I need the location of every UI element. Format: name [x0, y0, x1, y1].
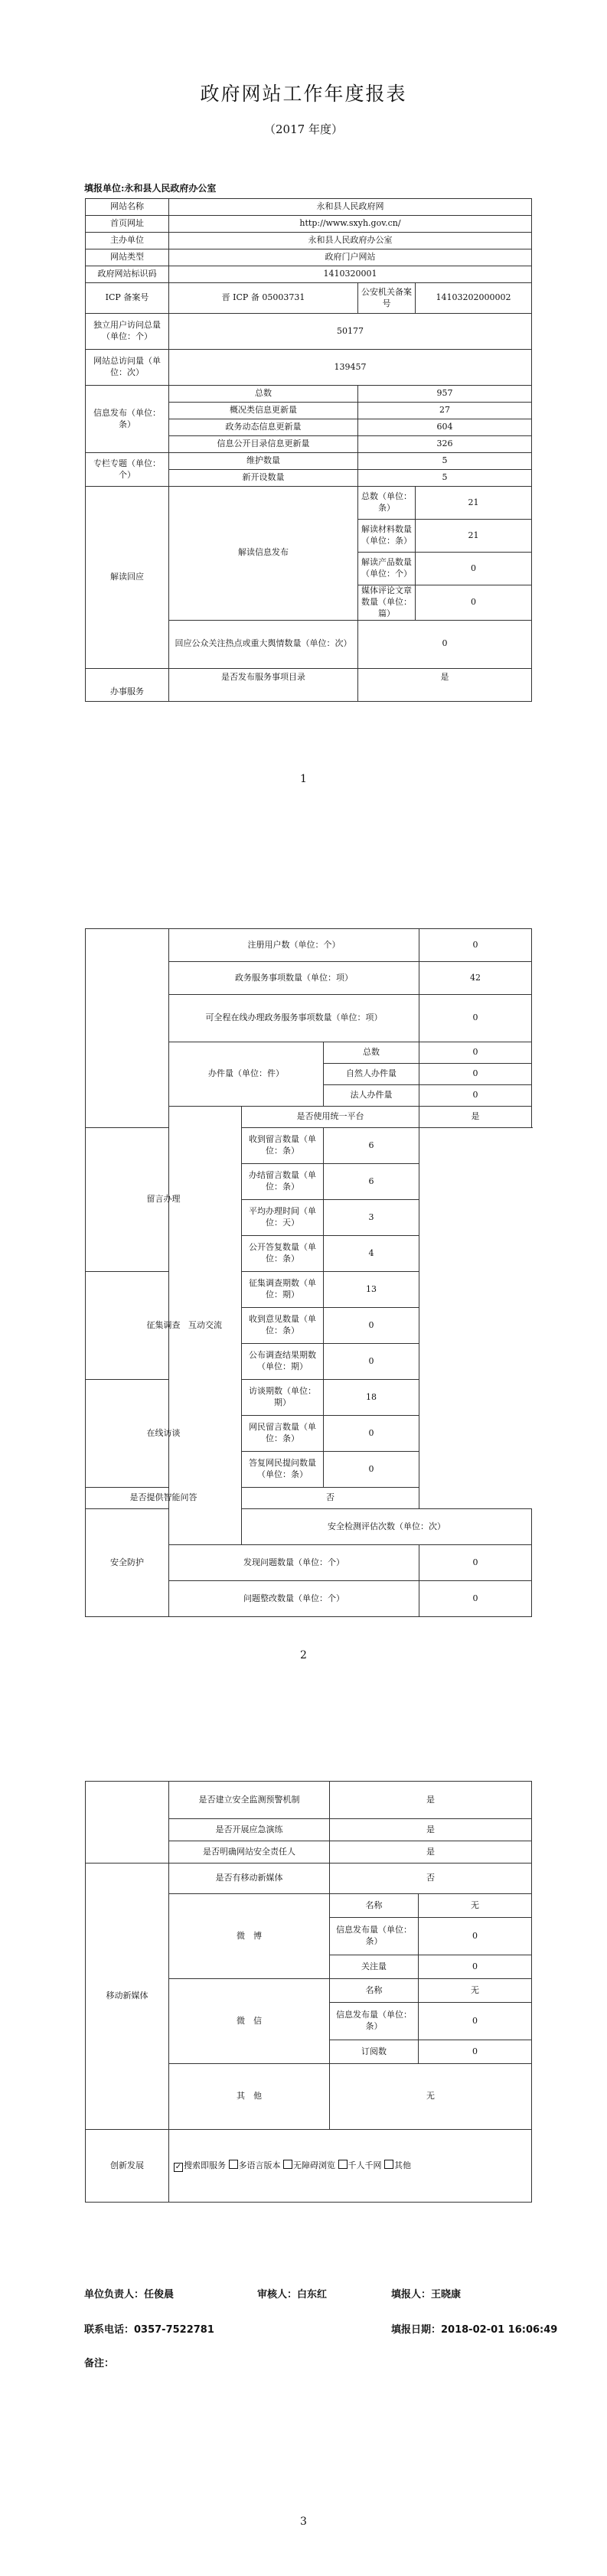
handle-row-value: 0	[419, 1064, 532, 1085]
site-name-label: 网站名称	[86, 199, 169, 216]
interp-row-label: 解读材料数量（单位：条）	[358, 520, 416, 553]
site-type-value: 政府门户网站	[169, 249, 532, 266]
home-url-label: 首页网址	[86, 216, 169, 233]
items-label: 政务服务事项数量（单位：项）	[169, 962, 419, 995]
column-row-value: 5	[358, 470, 532, 487]
info-row-label: 政务动态信息更新量	[169, 419, 358, 436]
weibo-row-value: 0	[419, 1955, 532, 1979]
security-label: 安全防护	[86, 1509, 169, 1617]
column-row-label: 维护数量	[169, 453, 358, 470]
site-code-label: 政府网站标识码	[86, 266, 169, 283]
visitors-value: 50177	[169, 314, 532, 350]
checkbox-checked-icon[interactable]: ✓	[175, 2163, 182, 2171]
other-label: 其 他	[169, 2064, 330, 2130]
sec-row-value: 是	[330, 1841, 532, 1864]
interp-row-value: 0	[416, 585, 532, 621]
msg-row-value: 6	[324, 1164, 419, 1200]
survey-row-value: 0	[324, 1344, 419, 1380]
interp-row-label: 解读产品数量（单位：个）	[358, 553, 416, 585]
msg-row-label: 公开答复数量（单位：条）	[242, 1236, 324, 1272]
handle-row-label: 自然人办件量	[324, 1064, 419, 1085]
survey-row-label: 征集调查期数（单位：期）	[242, 1272, 324, 1308]
msg-row-value: 4	[324, 1236, 419, 1272]
option-accessibility[interactable]: 无障碍浏览	[283, 2160, 335, 2170]
survey-row-label: 收到意见数量（单位：条）	[242, 1308, 324, 1344]
icp-label: ICP 备案号	[86, 283, 169, 314]
reg-value: 0	[419, 929, 532, 962]
wechat-label: 微 信	[169, 1979, 330, 2064]
option-other[interactable]: 其他	[384, 2160, 411, 2170]
weibo-row-label: 名称	[330, 1894, 419, 1918]
respond-label: 回应公众关注热点或重大舆情数量（单位：次）	[169, 620, 358, 668]
survey-row-label: 公布调查结果期数（单位：期）	[242, 1344, 324, 1380]
interp-label: 解读回应	[86, 487, 169, 669]
reviewer: 审核人：白东红	[257, 2289, 328, 2300]
interp-sub-label: 解读信息发布	[169, 487, 358, 621]
msg-row-label: 收到留言数量（单位：条）	[242, 1128, 324, 1164]
info-row-label: 信息公开目录信息更新量	[169, 436, 358, 453]
sec-row-label: 是否开展应急演练	[169, 1819, 330, 1841]
site-code-value: 1410320001	[169, 266, 532, 283]
visitors-label: 独立用户访问总量（单位：个）	[86, 314, 169, 350]
option-search-as-service[interactable]: ✓ 搜索即服务	[175, 2160, 226, 2171]
wechat-row-label: 信息发布量（单位：条）	[330, 2003, 419, 2040]
unified-answer: 是	[419, 1107, 532, 1128]
talk-row-label: 访谈期数（单位：期）	[242, 1380, 324, 1416]
interact-label: 互动交流	[169, 1107, 242, 1545]
talk-label: 在线访谈	[86, 1380, 242, 1488]
weibo-label: 微 博	[169, 1894, 330, 1979]
unified-question: 是否使用统一平台	[242, 1107, 419, 1128]
head-person: 单位负责人：任俊晨	[84, 2289, 175, 2300]
weibo-row-value: 无	[419, 1894, 532, 1918]
fill-date: 填报日期：2018-02-01 16:06:49	[391, 2324, 558, 2336]
filling-unit: 填报单位:永和县人民政府办公室	[84, 183, 217, 194]
column-label: 专栏专题（单位：个）	[86, 453, 169, 487]
weibo-row-value: 0	[419, 1918, 532, 1955]
msg-row-label: 办结留言数量（单位：条）	[242, 1164, 324, 1200]
smart-answer: 否	[242, 1488, 419, 1509]
visits-value: 139457	[169, 350, 532, 386]
reg-label: 注册用户数（单位：个）	[169, 929, 419, 962]
talk-row-label: 网民留言数量（单位：条）	[242, 1416, 324, 1452]
blank-cell	[86, 929, 169, 1128]
mobile-answer: 否	[330, 1864, 532, 1894]
talk-row-label: 答复网民提问数量（单位：条）	[242, 1452, 324, 1488]
wechat-row-value: 无	[419, 1979, 532, 2003]
msg-row-value: 3	[324, 1200, 419, 1236]
handle-row-value: 0	[419, 1042, 532, 1064]
online-label: 可全程在线办理政务服务事项数量（单位：项）	[169, 995, 419, 1042]
page-number: 1	[300, 773, 307, 785]
checkbox-icon[interactable]	[338, 2160, 348, 2169]
checkbox-icon[interactable]	[229, 2160, 238, 2169]
site-type-label: 网站类型	[86, 249, 169, 266]
service-answer: 是	[358, 668, 532, 701]
service-label: 办事服务	[86, 668, 169, 701]
mobile-question: 是否有移动新媒体	[169, 1864, 330, 1894]
other-value: 无	[330, 2064, 532, 2130]
interp-row-label: 总数（单位：条）	[358, 487, 416, 520]
sec-row-value: 是	[330, 1782, 532, 1819]
report-table-page-2	[85, 928, 532, 1617]
items-value: 42	[419, 962, 532, 995]
sec-row-label: 是否明确网站安全责任人	[169, 1841, 330, 1864]
sec-row-label: 是否建立安全监测预警机制	[169, 1782, 330, 1819]
option-personalized[interactable]: 千人千网	[338, 2160, 382, 2170]
security-row-label: 发现问题数量（单位：个）	[169, 1545, 419, 1581]
report-title: 政府网站工作年度报表	[200, 83, 407, 105]
handle-row-label: 法人办件量	[324, 1085, 419, 1107]
survey-row-value: 13	[324, 1272, 419, 1308]
remarks: 备注：	[84, 2358, 115, 2369]
info-row-label: 概况类信息更新量	[169, 403, 358, 419]
home-url-value: http://www.sxyh.gov.cn/	[169, 216, 532, 233]
security-row-value: 0	[419, 1581, 532, 1617]
talk-row-value: 0	[324, 1452, 419, 1488]
msg-label: 留言办理	[86, 1128, 242, 1272]
survey-label: 征集调查	[86, 1272, 242, 1380]
handle-row-value: 0	[419, 1085, 532, 1107]
icp-value: 晋 ICP 备 05003731	[169, 283, 358, 314]
interp-row-value: 21	[416, 520, 532, 553]
talk-row-value: 0	[324, 1416, 419, 1452]
column-row-value: 5	[358, 453, 532, 470]
msg-row-label: 平均办理时间（单位：天）	[242, 1200, 324, 1236]
sec-row-value: 是	[330, 1819, 532, 1841]
site-name-value: 永和县人民政府网	[169, 199, 532, 216]
page-number: 2	[300, 1649, 307, 1661]
checkbox-icon[interactable]	[283, 2160, 292, 2169]
filler: 填报人：王晓康	[391, 2289, 462, 2300]
respond-value: 0	[358, 620, 532, 668]
security-row-label: 安全检测评估次数（单位：次）	[242, 1509, 532, 1545]
msg-row-value: 6	[324, 1128, 419, 1164]
checkbox-icon[interactable]	[384, 2160, 393, 2169]
police-value: 14103202000002	[416, 283, 532, 314]
report-table-page-3	[85, 1781, 532, 2203]
wechat-row-value: 0	[419, 2003, 532, 2040]
innov-label: 创新发展	[86, 2130, 169, 2203]
handle-label: 办件量（单位：件）	[169, 1042, 324, 1107]
info-row-label: 总数	[169, 386, 358, 403]
info-row-value: 326	[358, 436, 532, 453]
info-row-value: 27	[358, 403, 532, 419]
info-row-value: 957	[358, 386, 532, 403]
info-row-value: 604	[358, 419, 532, 436]
info-label: 信息发布（单位：条）	[86, 386, 169, 453]
option-multilingual[interactable]: 多语言版本	[229, 2160, 281, 2170]
sponsor-value: 永和县人民政府办公室	[169, 233, 532, 249]
mobile-label: 移动新媒体	[86, 1864, 169, 2130]
wechat-row-label: 名称	[330, 1979, 419, 2003]
police-label: 公安机关备案号	[358, 283, 416, 314]
column-row-label: 新开设数量	[169, 470, 358, 487]
innov-options	[169, 2130, 532, 2203]
wechat-row-label: 订阅数	[330, 2040, 419, 2064]
page-number: 3	[300, 2516, 307, 2528]
security-row-value: 0	[419, 1545, 532, 1581]
sponsor-label: 主办单位	[86, 233, 169, 249]
weibo-row-label: 信息发布量（单位：条）	[330, 1918, 419, 1955]
talk-row-value: 18	[324, 1380, 419, 1416]
interp-row-label: 媒体评论文章数量（单位：篇）	[358, 585, 416, 621]
online-value: 0	[419, 995, 532, 1042]
interp-row-value: 0	[416, 553, 532, 585]
security-row-label: 问题整改数量（单位：个）	[169, 1581, 419, 1617]
visits-label: 网站总访问量（单位：次）	[86, 350, 169, 386]
service-question: 是否发布服务事项目录	[169, 668, 358, 701]
report-year: （2017 年度）	[264, 122, 343, 136]
interp-row-value: 21	[416, 487, 532, 520]
weibo-row-label: 关注量	[330, 1955, 419, 1979]
smart-question: 是否提供智能问答	[86, 1488, 242, 1509]
report-table-page-1	[85, 198, 532, 702]
wechat-row-value: 0	[419, 2040, 532, 2064]
blank-cell	[86, 1782, 169, 1864]
handle-row-label: 总数	[324, 1042, 419, 1064]
survey-row-value: 0	[324, 1308, 419, 1344]
contact-phone: 联系电话：0357-7522781	[84, 2324, 214, 2336]
